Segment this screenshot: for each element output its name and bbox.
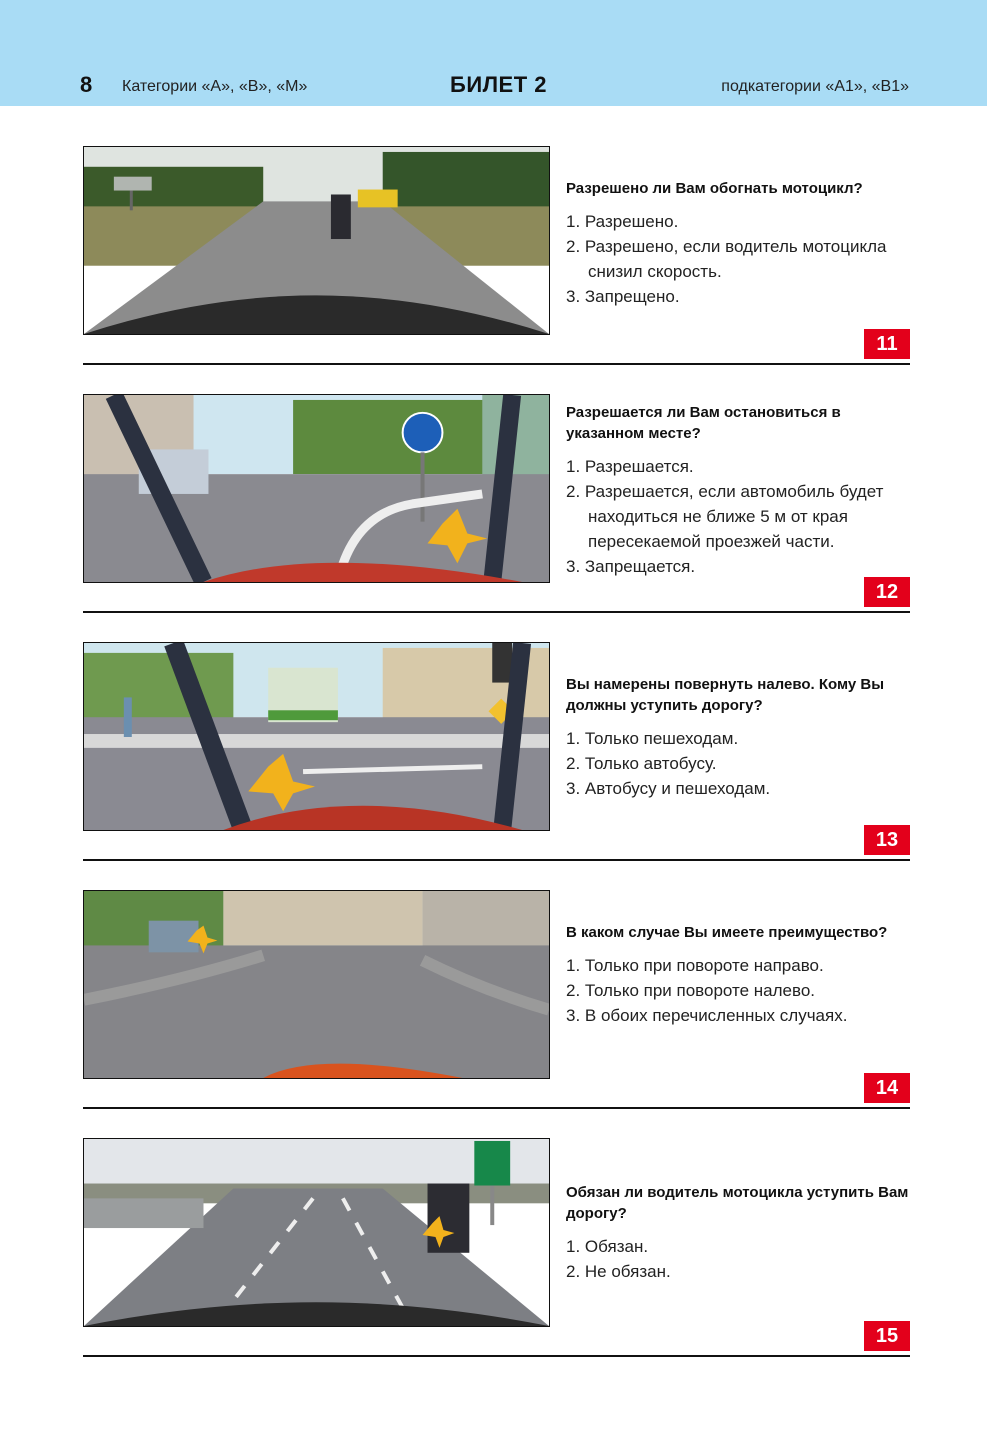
ticket-title: БИЛЕТ 2 [450,72,548,97]
question-text: Разрешено ли Вам обогнать мотоцикл? [566,180,863,197]
question-number-badge: 14 [864,1073,910,1103]
question-text: Вы намерены повернуть налево. Кому Вы должны уступить дорогу? [566,676,885,714]
question-illustration-junction-truck [83,890,550,1079]
question-illustration-roundabout [83,394,550,583]
section-divider [83,1107,910,1109]
answer-option[interactable]: 3. В обоих перечисленных случаях. [566,1006,848,1025]
question-text: Обязан ли водитель мотоцикла уступить Вам дорогу? [566,1184,909,1222]
section-divider [83,859,910,861]
answer-option[interactable]: 1. Обязан. [566,1237,649,1256]
answer-list [566,1234,911,1284]
page-number: 8 [80,72,93,97]
answer-list [566,454,911,579]
categories-label: Категории «A», «B», «M» [122,78,308,95]
question-number-badge: 15 [864,1321,910,1351]
answer-option[interactable]: 3. Запрещается. [566,557,696,576]
answer-option[interactable]: 3. Запрещено. [566,287,680,306]
question-illustration-intersection-bus [83,642,550,831]
question-illustration-motorway-motorcycle [83,1138,550,1327]
answer-option[interactable]: 2. Только автобусу. [566,754,717,773]
question-text: В каком случае Вы имеете преимущество? [566,924,888,941]
answer-option[interactable]: 2. Разрешено, если водитель мотоцикла снизил скорость. [566,237,887,281]
answer-option[interactable]: 1. Разрешено. [566,212,679,231]
answer-list [566,209,911,309]
question-number-badge: 13 [864,825,910,855]
answer-option[interactable]: 3. Автобусу и пешеходам. [566,779,771,798]
question-text: Разрешается ли Вам остановиться в указанном месте? [566,404,841,442]
question-illustration-road-motorcycle [83,146,550,335]
answer-option[interactable]: 1. Только пешеходам. [566,729,739,748]
answer-list [566,726,911,801]
answer-option[interactable]: 1. Только при повороте направо. [566,956,824,975]
subcategories-label: подкатегории «A1», «B1» [721,78,909,95]
section-divider [83,611,910,613]
section-divider [83,1355,910,1357]
answer-option[interactable]: 2. Разрешается, если автомобиль будет находиться не ближе 5 м от края пересекаемой проезжей части. [566,482,884,551]
answer-option[interactable]: 2. Только при повороте налево. [566,981,815,1000]
question-number-badge: 12 [864,577,910,607]
section-divider [83,363,910,365]
answer-option[interactable]: 1. Разрешается. [566,457,694,476]
answer-list [566,953,911,1028]
answer-option[interactable]: 2. Не обязан. [566,1262,671,1281]
question-number-badge: 11 [864,329,910,359]
